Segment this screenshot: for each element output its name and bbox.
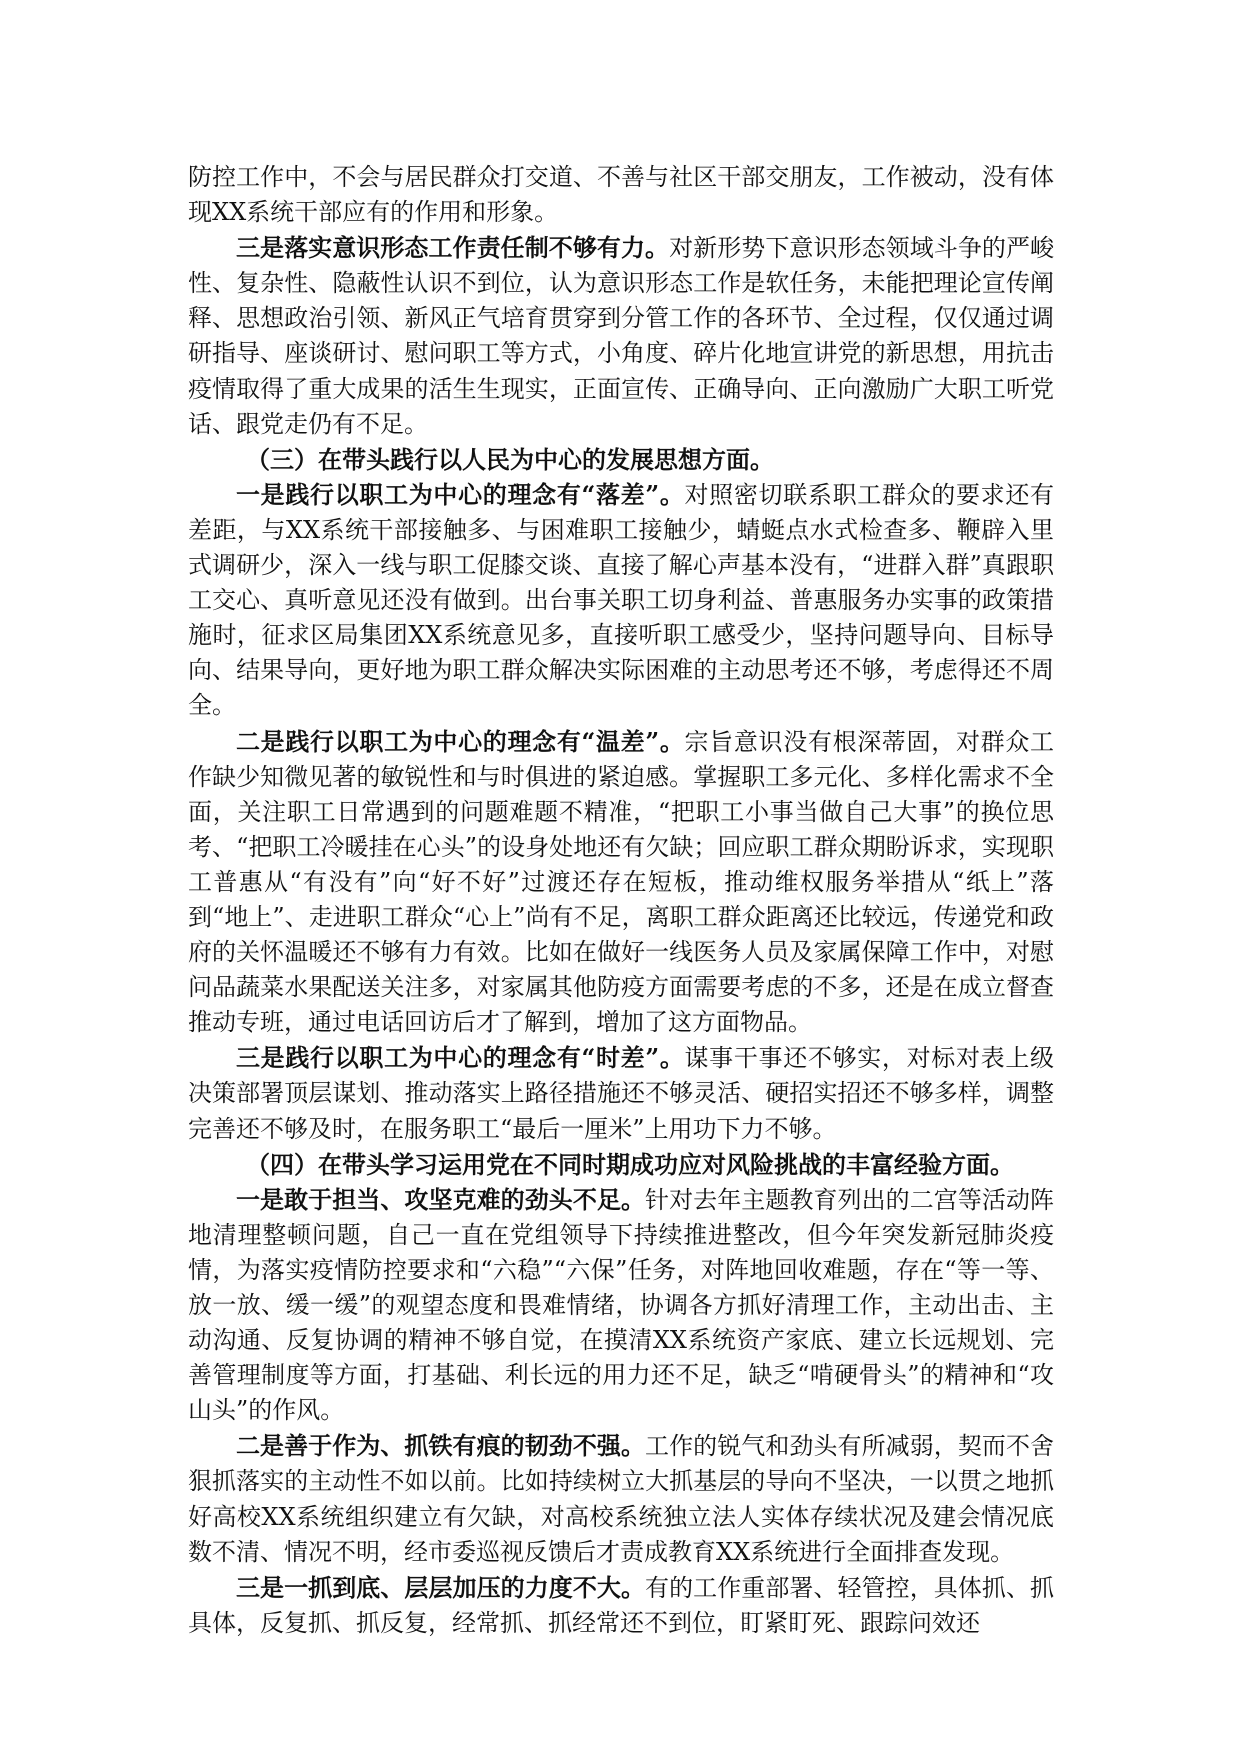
- document-body: [188, 160, 1054, 1641]
- section-heading-4: （四）在带头学习运用党在不同时期成功应对风险挑战的丰富经验方面。: [246, 1149, 1014, 1179]
- section-heading-3: （三）在带头践行以人民为中心的发展思想方面。: [246, 444, 774, 474]
- paragraph-text: 工作的锐气和劲头有所减弱，契而不舍狠抓落实的主动性不如以前。比如持续树立大抓基层的导向不坚决，一以贯之地抓好高校XX系统组织建立有欠缺，对高校系统独立法人实体存续状况及建会情况底数不清、情况不明，经市委巡视反馈后才责成教育XX系统进行全面排查发现。: [188, 1432, 1054, 1566]
- paragraph-text: 谋事干事还不够实，对标对表上级决策部署顶层谋划、推动落实上路径措施还不够灵活、硬招实招还不够多样，调整完善还不够及时，在服务职工“最后一厘米”上用功下力不够。: [188, 1044, 1054, 1143]
- paragraph-lead: 三是践行以职工为中心的理念有“时差”。: [236, 1043, 685, 1073]
- paragraph-text: 对新形势下意识形态领域斗争的严峻性、复杂性、隐蔽性认识不到位，认为意识形态工作是软任务，未能把理论宣传阐释、思想政治引领、新风正气培育贯穿到分管工作的各环节、全过程，仅仅通过调研指导、座谈研讨、慰问职工等方式，小角度、碎片化地宣讲党的新思想，用抗击疫情取得了重大成果的活生生现实，正面宣传、正确导向、正向激励广大职工听党话、跟党走仍有不足。: [188, 234, 1055, 438]
- paragraph-text: 针对去年主题教育列出的二宫等活动阵地清理整顿问题，自己一直在党组领导下持续推进整改，但今年突发新冠肺炎疫情，为落实疫情防控要求和“六稳”“六保”任务，对阵地回收难题，存在“等一等、放一放、缓一缓”的观望态度和畏难情绪，协调各方抓好清理工作，主动出击、主动沟通、反复协调的精神不够自觉，在摸清XX系统资产家底、建立长远规划、完善管理制度等方面，打基础、利长远的用力还不足，缺乏“啃硬骨头”的精神和“攻山头”的作风。: [188, 1185, 1054, 1425]
- paragraph-pressure: [188, 1570, 1054, 1641]
- paragraph-continuation: [188, 160, 1054, 230]
- paragraph-gap-2: [188, 724, 1054, 1041]
- paragraph-gap-1: [188, 477, 1054, 724]
- paragraph-lead: 二是践行以职工为中心的理念有“温差”。: [236, 726, 685, 756]
- paragraph-text: 对照密切联系职工群众的要求还有差距，与XX系统干部接触多、与困难职工接触少，蜻蜓点水式检查多、鞭辟入里式调研少，深入一线与职工促膝交谈、直接了解心声基本没有，“进群入群”真跟职工交心、真听意见还没有做到。出台事关职工切身利益、普惠服务办实事的政策措施时，征求区局集团XX系统意见多，直接听职工感受少，坚持问题导向、目标导向、结果导向，更好地为职工群众解决实际困难的主动思考还不够，考虑得还不周全。: [188, 480, 1054, 720]
- paragraph-ideology-responsibility: [188, 230, 1054, 442]
- paragraph-lead: 一是践行以职工为中心的理念有“落差”。: [236, 479, 685, 509]
- paragraph-lead: 一是敢于担当、攻坚克难的劲头不足。: [236, 1184, 646, 1214]
- paragraph-text: 有的工作重部署、轻管控，具体抓、抓具体，反复抓、抓反复，经常抓、抓经常还不到位，盯紧盯死、跟踪问效还: [188, 1573, 1054, 1637]
- paragraph-tenacity: [188, 1428, 1054, 1569]
- paragraph-courage: [188, 1182, 1054, 1429]
- paragraph-gap-3: [188, 1040, 1054, 1146]
- paragraph-text: 防控工作中，不会与居民群众打交道、不善与社区干部交朋友，工作被动，没有体现XX系统干部应有的作用和形象。: [188, 163, 1054, 227]
- paragraph-text: 宗旨意识没有根深蒂固，对群众工作缺少知微见著的敏锐性和与时俱进的紧迫感。掌握职工多元化、多样化需求不全面，关注职工日常遇到的问题难题不精准，“把职工小事当做自己大事”的换位思考、“把职工冷暖挂在心头”的设身处地还有欠缺；回应职工群众期盼诉求，实现职工普惠从“有没有”向“好不好”过渡还存在短板，推动维权服务举措从“纸上”落到“地上”、走进职工群众“心上”尚有不足，离职工群众距离还比较远，传递党和政府的关怀温暖还不够有力有效。比如在做好一线医务人员及家属保障工作中，对慰问品蔬菜水果配送关注多，对家属其他防疫方面需要考虑的不多，还是在成立督查推动专班，通过电话回访后才了解到，增加了这方面物品。: [188, 727, 1054, 1037]
- paragraph-lead: 三是落实意识形态工作责任制不够有力。: [236, 233, 670, 263]
- paragraph-lead: 三是一抓到底、层层加压的力度不大。: [236, 1572, 646, 1602]
- paragraph-lead: 二是善于作为、抓铁有痕的韧劲不强。: [236, 1431, 646, 1461]
